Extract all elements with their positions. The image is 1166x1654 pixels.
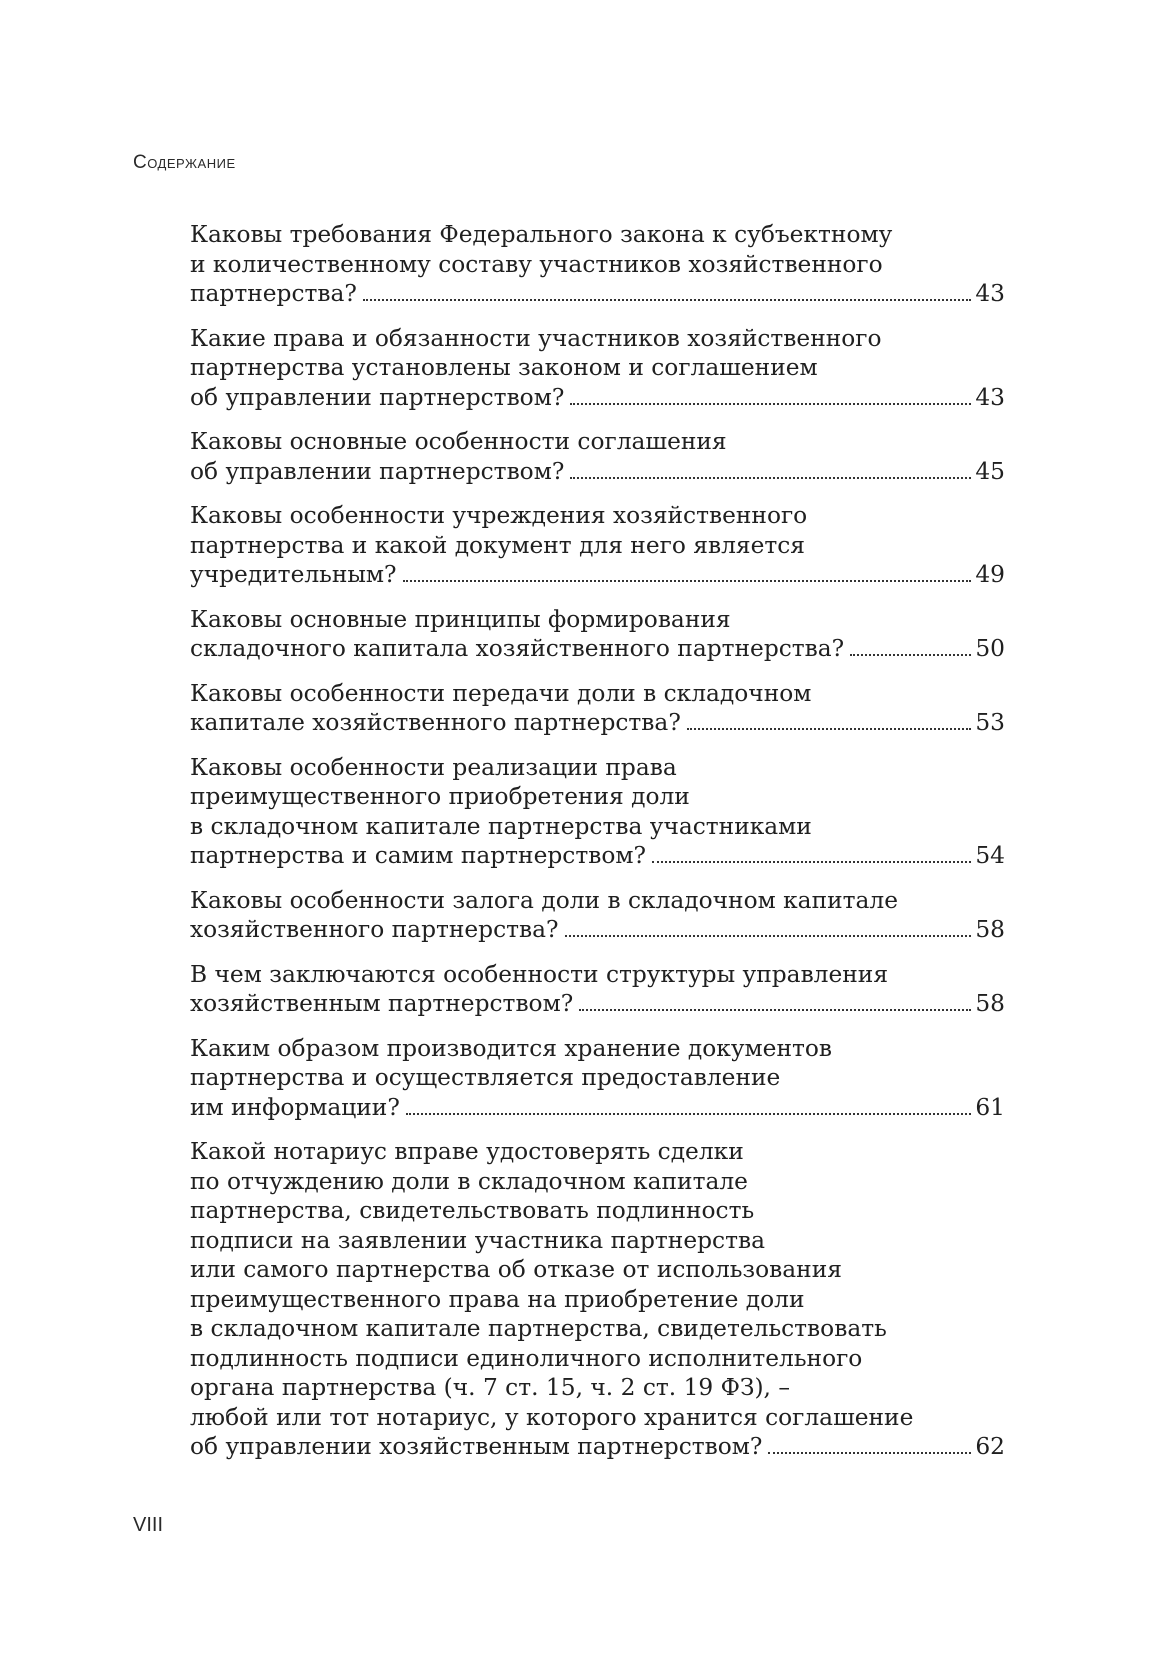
toc-entry[interactable] (190, 605, 1005, 664)
toc-page-number: 53 (975, 709, 1005, 736)
toc-entry-line: хозяйственного партнерства? (190, 916, 559, 943)
toc-entry-line: в складочном капитале партнерства участниками (190, 812, 812, 840)
toc-entry[interactable] (190, 960, 1005, 1019)
toc-entry-line: преимущественного приобретения доли (190, 783, 690, 810)
toc-entry[interactable] (190, 427, 1005, 486)
toc-page-number: 61 (975, 1093, 1005, 1121)
toc-entry-line: Каковы основные особенности соглашения (190, 428, 727, 455)
toc-entry-final-line (190, 560, 1005, 590)
dot-leader (687, 728, 972, 730)
toc-entry[interactable] (190, 501, 1005, 590)
toc-entry-final-line (190, 279, 1005, 309)
toc-entry-line: Каковы особенности передачи доли в складочном (190, 679, 812, 707)
toc-entry-final-line (190, 915, 1005, 945)
dot-leader (406, 1113, 972, 1115)
toc-entry-line: капитале хозяйственного партнерства? (190, 709, 681, 736)
toc-entry-line: Каковы особенности залога доли в складочном капитале (190, 886, 898, 914)
toc-entry-line: Каковы требования Федерального закона к субъектному (190, 221, 893, 248)
toc-entry-line: или самого партнерства об отказе от использования (190, 1256, 842, 1283)
toc-entry[interactable] (190, 886, 1005, 945)
toc-entry[interactable] (190, 324, 1005, 413)
dot-leader (403, 580, 972, 582)
toc-page-number: 58 (975, 916, 1005, 943)
toc-entry-line: партнерства, свидетельствовать подлинность (190, 1197, 755, 1224)
table-of-contents (190, 220, 1005, 1477)
toc-entry-line: партнерства установлены законом и соглашением (190, 354, 818, 381)
toc-entry[interactable] (190, 220, 1005, 309)
dot-leader (579, 1009, 971, 1011)
toc-page-number: 43 (975, 383, 1005, 411)
toc-page-number: 45 (975, 457, 1005, 485)
toc-entry[interactable] (190, 1137, 1005, 1462)
toc-entry-line: хозяйственным партнерством? (190, 990, 574, 1017)
toc-entry-line: в складочном капитале партнерства, свидетельствовать (190, 1315, 887, 1342)
dot-leader (363, 299, 971, 301)
dot-leader (652, 861, 971, 863)
toc-entry-final-line (190, 841, 1005, 871)
toc-page-number: 54 (975, 842, 1005, 869)
dot-leader (565, 935, 972, 937)
dot-leader (570, 403, 971, 405)
toc-entry-line: партнерства? (190, 280, 357, 307)
toc-entry-line: любой или тот нотариус, у которого хранится соглашение (190, 1403, 914, 1431)
toc-entry-line: подписи на заявлении участника партнерства (190, 1226, 765, 1254)
dot-leader (570, 477, 971, 479)
toc-entry-line: по отчуждению доли в складочном капитале (190, 1167, 748, 1195)
toc-entry-line: партнерства и какой документ для него является (190, 531, 805, 559)
toc-entry-line: партнерства и самим партнерством? (190, 842, 646, 869)
toc-page-number: 50 (975, 635, 1005, 662)
running-header: Содержание (133, 152, 236, 173)
toc-entry[interactable] (190, 753, 1005, 871)
toc-entry-line: Какой нотариус вправе удостоверять сделки (190, 1138, 744, 1165)
toc-entry-line: об управлении партнерством? (190, 457, 565, 485)
toc-entry-final-line (190, 1093, 1005, 1123)
page-number: VIII (133, 1514, 164, 1536)
toc-entry-line: партнерства и осуществляется предоставление (190, 1064, 781, 1091)
toc-entry-final-line (190, 457, 1005, 487)
toc-page-number: 58 (975, 990, 1005, 1017)
dot-leader (768, 1452, 971, 1454)
toc-entry-line: Каковы особенности реализации права (190, 753, 677, 781)
toc-entry-line: об управлении партнерством? (190, 383, 565, 411)
toc-entry-line: складочного капитала хозяйственного партнерства? (190, 635, 845, 662)
toc-page-number: 49 (975, 561, 1005, 588)
toc-entry-line: подлинность подписи единоличного исполнительного (190, 1344, 863, 1372)
toc-entry-line: Каковы особенности учреждения хозяйственного (190, 502, 808, 529)
toc-entry-line: и количественному составу участников хозяйственного (190, 250, 883, 278)
toc-entry-line: учредительным? (190, 561, 397, 588)
toc-entry-line: преимущественного права на приобретение доли (190, 1285, 805, 1313)
toc-entry-final-line (190, 989, 1005, 1019)
toc-page-number: 43 (975, 280, 1005, 307)
toc-entry-line: об управлении хозяйственным партнерством? (190, 1433, 763, 1460)
toc-entry[interactable] (190, 679, 1005, 738)
toc-entry-line: им информации? (190, 1093, 400, 1121)
toc-entry[interactable] (190, 1034, 1005, 1123)
toc-entry-final-line (190, 708, 1005, 738)
toc-entry-line: Каковы основные принципы формирования (190, 605, 731, 633)
toc-entry-line: Каким образом производится хранение документов (190, 1034, 833, 1062)
toc-entry-final-line (190, 634, 1005, 664)
toc-entry-line: Какие права и обязанности участников хозяйственного (190, 324, 882, 352)
toc-entry-line: органа партнерства (ч. 7 ст. 15, ч. 2 ст. 19 ФЗ), – (190, 1374, 791, 1401)
toc-entry-line: В чем заключаются особенности структуры управления (190, 960, 889, 988)
toc-entry-final-line (190, 1432, 1005, 1462)
dot-leader (850, 654, 971, 656)
toc-entry-final-line (190, 383, 1005, 413)
toc-page-number: 62 (975, 1433, 1005, 1460)
